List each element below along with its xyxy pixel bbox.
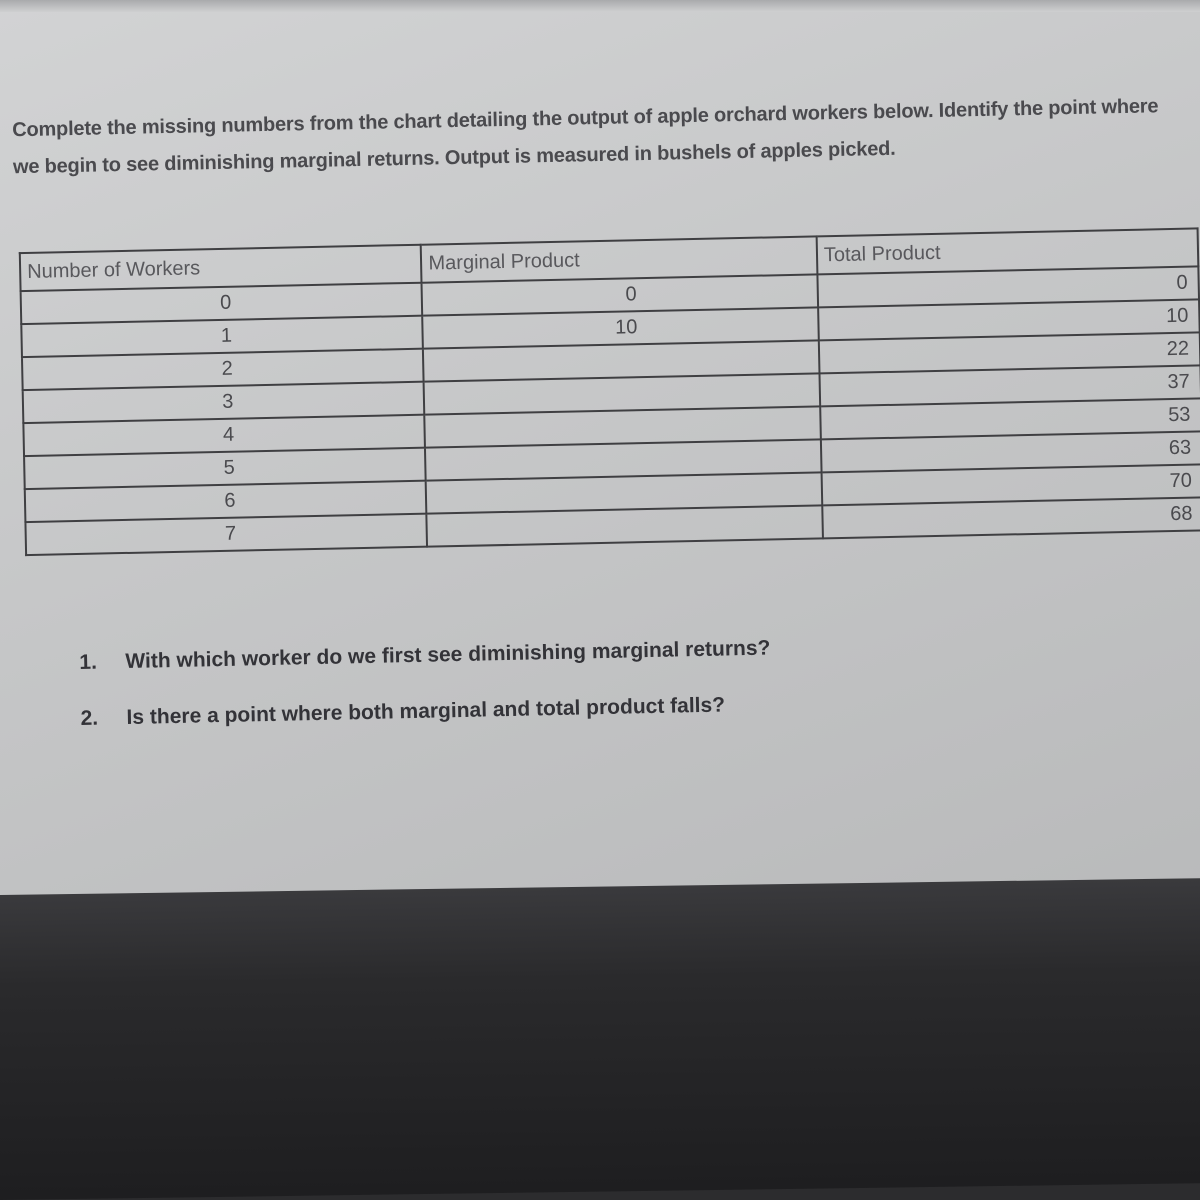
cell-workers: 3	[23, 382, 425, 423]
cell-total-product: 37	[819, 365, 1200, 406]
cell-marginal-product[interactable]	[427, 505, 823, 546]
cell-workers: 7	[25, 514, 427, 555]
instructions-text: Complete the missing numbers from the chart detailing the output of apple orchard workers below. Identify the point where we begin to see diminishing marginal returns. Output is measured in bushels of apples picked.	[11, 95, 1159, 179]
cell-workers: 0	[21, 283, 423, 324]
cell-workers: 2	[22, 349, 424, 390]
worker-output-table	[19, 227, 1200, 556]
cell-workers: 6	[25, 481, 427, 522]
cell-total-product: 63	[821, 431, 1200, 472]
header-total-product: Total Product	[816, 228, 1198, 274]
question-number: 1.	[79, 650, 98, 674]
header-marginal-product: Marginal Product	[421, 236, 817, 282]
question-text: Is there a point where both marginal and total product falls?	[126, 693, 726, 729]
header-number-of-workers: Number of Workers	[20, 245, 422, 291]
cell-workers: 4	[23, 415, 425, 456]
cell-workers: 1	[21, 316, 423, 357]
cell-total-product: 68	[822, 497, 1200, 538]
question-list	[79, 636, 772, 762]
cell-total-product: 10	[818, 299, 1200, 340]
question-number: 2.	[80, 706, 99, 730]
question-item	[79, 636, 770, 674]
question-item	[80, 692, 771, 730]
cell-total-product: 70	[821, 464, 1200, 505]
cell-total-product: 0	[817, 266, 1199, 307]
cell-marginal-product[interactable]: 10	[423, 307, 819, 348]
cell-total-product: 53	[820, 398, 1200, 439]
cell-marginal-product[interactable]: 0	[422, 274, 818, 315]
monitor-bezel	[0, 878, 1200, 1200]
cell-total-product: 22	[819, 332, 1200, 373]
cell-workers: 5	[24, 448, 426, 489]
question-text: With which worker do we first see diminishing marginal returns?	[125, 636, 771, 673]
